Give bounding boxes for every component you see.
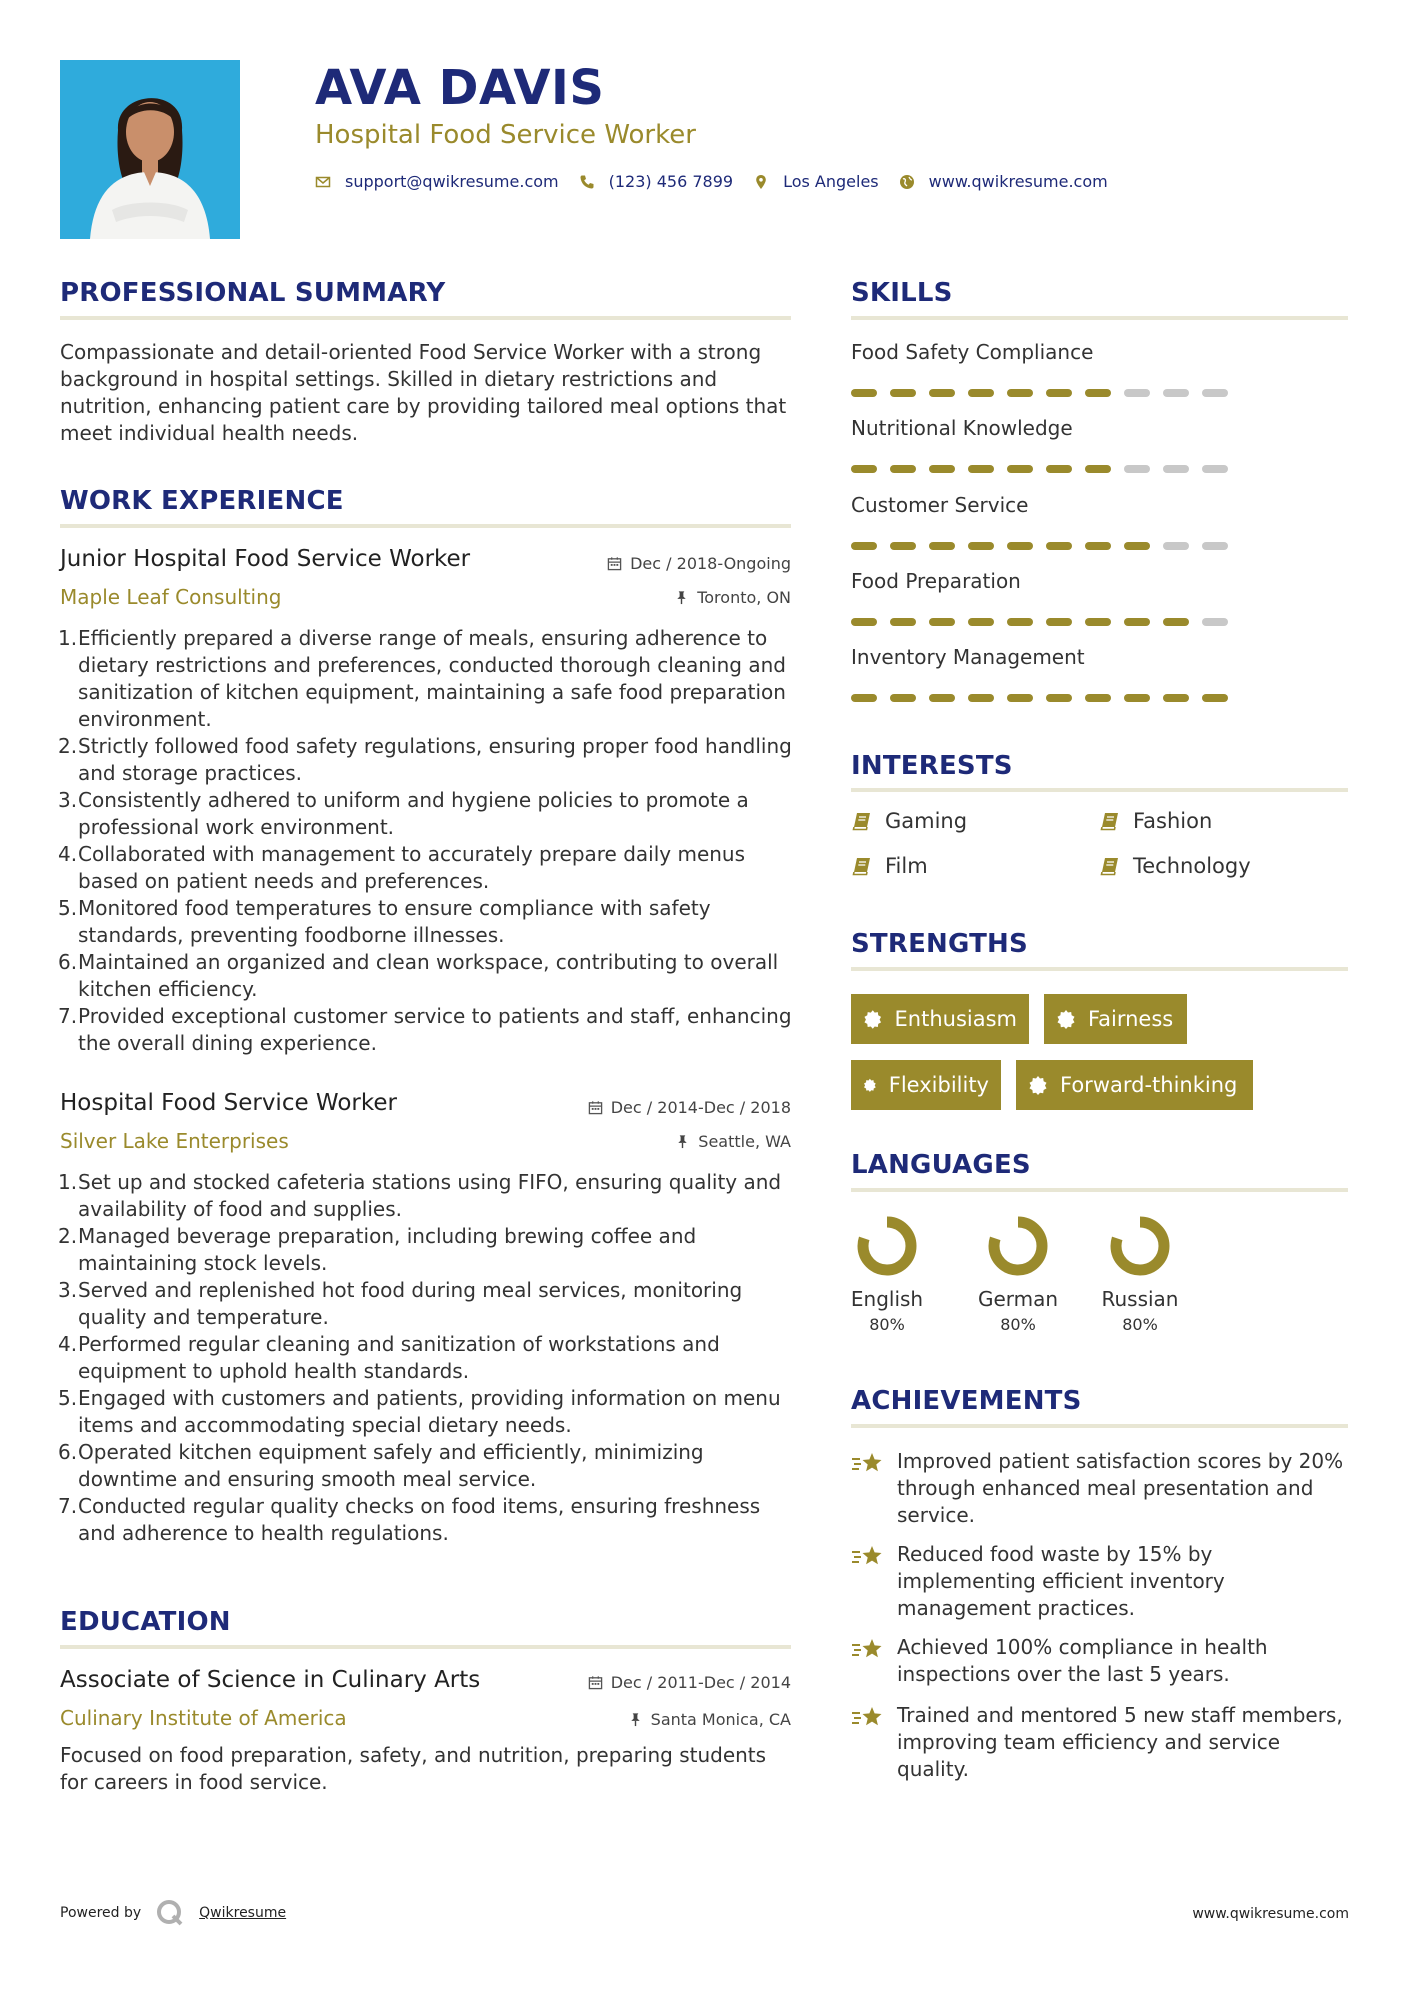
skill-dash-empty (1202, 465, 1228, 473)
skill-dash-filled (1202, 694, 1228, 702)
skill-dash-filled (968, 542, 994, 550)
contact-website[interactable] (899, 172, 1108, 191)
skill-dash-empty (1163, 465, 1189, 473)
book-icon (851, 810, 873, 832)
job-2-title: Hospital Food Service Worker (60, 1090, 397, 1116)
phone-icon (579, 174, 595, 190)
achievement-item: Trained and mentored 5 new staff members, improving team efficiency and service quality. (851, 1702, 1351, 1783)
skill-dash-empty (1124, 389, 1150, 397)
language-item (1085, 1215, 1195, 1334)
skill-dash-filled (1085, 618, 1111, 626)
skill-dash-filled (1007, 694, 1033, 702)
skill-dash-empty (1163, 389, 1189, 397)
candidate-role: Hospital Food Service Worker (315, 120, 696, 150)
map-pin-icon (753, 174, 769, 190)
list-item: 1. Set up and stocked cafeteria stations using FIFO, ensuring quality and availability of food and supplies. (58, 1170, 782, 1221)
list-item: 2. Strictly followed food safety regulations, ensuring proper food handling and storage practices. (58, 734, 792, 785)
languages-divider (851, 1188, 1348, 1192)
skill-dash-filled (890, 389, 916, 397)
strengths-heading: STRENGTHS (851, 929, 1028, 959)
book-icon (1099, 810, 1121, 832)
job-1-company: Maple Leaf Consulting (60, 585, 282, 609)
book-icon (851, 855, 873, 877)
job-1-location-text: Toronto, ON (697, 588, 791, 607)
skill-dash-filled (1085, 389, 1111, 397)
job-1-date-text: Dec / 2018-Ongoing (630, 554, 791, 573)
job-2-bullets (60, 1169, 795, 1547)
badge-icon (1028, 1075, 1048, 1095)
achievements-divider (851, 1424, 1348, 1428)
contact-email[interactable] (315, 172, 559, 191)
language-percent: 80% (1122, 1315, 1158, 1334)
skill-dash-filled (1124, 542, 1150, 550)
language-progress-arc (994, 1222, 1042, 1270)
list-item: 6. Maintained an organized and clean workspace, contributing to overall kitchen efficiency. (58, 950, 779, 1001)
skills-divider (851, 316, 1348, 320)
list-item: 5. Engaged with customers and patients, providing information on menu items and accommodating special dietary needs. (58, 1386, 781, 1437)
strength-chip: Enthusiasm (851, 994, 1029, 1044)
skill-name: Food Safety Compliance (851, 340, 1094, 364)
contact-location (753, 172, 879, 191)
pushpin-icon (674, 590, 689, 605)
skills-heading: SKILLS (851, 278, 953, 308)
language-percent: 80% (869, 1315, 905, 1334)
profile-photo-illustration (60, 60, 240, 239)
interests-divider (851, 788, 1348, 792)
skill-dash-filled (1124, 618, 1150, 626)
skill-dash-filled (1163, 694, 1189, 702)
job-2-date (588, 1098, 791, 1117)
list-item: 4. Performed regular cleaning and sanitization of workstations and equipment to uphold health standards. (58, 1332, 720, 1383)
job-1-location (674, 588, 791, 607)
skill-dash-filled (968, 618, 994, 626)
job-2-company: Silver Lake Enterprises (60, 1129, 289, 1153)
skill-dash-filled (1007, 465, 1033, 473)
shooting-star-icon (851, 1450, 885, 1478)
languages-heading: LANGUAGES (851, 1150, 1031, 1180)
language-percent: 80% (1000, 1315, 1036, 1334)
skill-dash-filled (1007, 542, 1033, 550)
job-1-date (607, 554, 791, 573)
skill-dash-filled (1085, 542, 1111, 550)
calendar-icon (588, 1100, 603, 1115)
interest-item: Gaming (851, 809, 967, 833)
education-school: Culinary Institute of America (60, 1706, 347, 1730)
book-icon (1099, 855, 1121, 877)
summary-heading: PROFESSIONAL SUMMARY (60, 278, 446, 308)
skill-dash-empty (1202, 389, 1228, 397)
skill-dash-filled (851, 389, 877, 397)
language-donut (856, 1215, 918, 1277)
skill-dash-filled (968, 389, 994, 397)
brand-link[interactable]: Qwikresume (199, 1905, 287, 1921)
education-location-text: Santa Monica, CA (650, 1710, 791, 1729)
language-item (963, 1215, 1073, 1334)
job-2-location-text: Seattle, WA (698, 1132, 791, 1151)
job-1-title: Junior Hospital Food Service Worker (60, 546, 471, 572)
achievements-heading: ACHIEVEMENTS (851, 1386, 1082, 1416)
language-name: English (850, 1287, 924, 1311)
pushpin-icon (675, 1134, 690, 1149)
skill-dash-filled (1046, 389, 1072, 397)
education-divider (60, 1645, 791, 1649)
education-date (588, 1673, 791, 1692)
powered-by-label: Powered by (60, 1905, 142, 1921)
list-item: 3. Served and replenished hot food during meal services, monitoring quality and temperature. (58, 1278, 743, 1329)
job-2-location (675, 1132, 791, 1151)
shooting-star-icon (851, 1704, 885, 1732)
education-date-text: Dec / 2011-Dec / 2014 (610, 1673, 791, 1692)
footer-powered-by (60, 1898, 286, 1928)
summary-text: Compassionate and detail-oriented Food Service Worker with a strong background in hospital settings. Skilled in dietary restrictions and nutrition, enhancing patient care by providing tailored meal options that meet individual health needs. (60, 340, 787, 445)
list-item: 4. Collaborated with management to accurately prepare daily menus based on patient needs and preferences. (58, 842, 746, 893)
list-item: 1. Efficiently prepared a diverse range of meals, ensuring adherence to dietary restrictions and preferences, conducted thorough cleaning and sanitization of kitchen equipment, maintaining a safe food preparation environment. (58, 626, 786, 731)
language-progress-arc (863, 1222, 911, 1270)
interest-item: Technology (1099, 854, 1251, 878)
skill-name: Nutritional Knowledge (851, 416, 1073, 440)
skill-dash-filled (851, 542, 877, 550)
skill-dash-filled (968, 465, 994, 473)
list-item: 7. Provided exceptional customer service to patients and staff, enhancing the overall dining experience. (58, 1004, 792, 1055)
skill-dash-empty (1202, 618, 1228, 626)
interest-item: Fashion (1099, 809, 1212, 833)
language-donut (987, 1215, 1049, 1277)
skill-dash-filled (929, 618, 955, 626)
skill-dash-filled (1046, 465, 1072, 473)
interest-item: Film (851, 854, 928, 878)
skill-dash-filled (851, 694, 877, 702)
list-item: 3. Consistently adhered to uniform and hygiene policies to promote a professional work environment. (58, 788, 749, 839)
skill-dash-filled (1163, 618, 1189, 626)
website-text: www.qwikresume.com (928, 172, 1108, 191)
education-description: Focused on food preparation, safety, and nutrition, preparing students for careers in food service. (60, 1743, 767, 1794)
achievement-item: Reduced food waste by 15% by implementing efficient inventory management practices. (851, 1541, 1351, 1622)
skill-dash-filled (1085, 465, 1111, 473)
skill-dash-filled (1007, 618, 1033, 626)
calendar-icon (588, 1675, 603, 1690)
shooting-star-icon (851, 1543, 885, 1571)
location-text: Los Angeles (783, 172, 879, 191)
strength-chip: Forward-thinking (1016, 1060, 1253, 1110)
interests-heading: INTERESTS (851, 751, 1013, 781)
list-item: 2. Managed beverage preparation, including brewing coffee and maintaining stock levels. (58, 1224, 697, 1275)
badge-icon (1056, 1009, 1076, 1029)
skill-dash-filled (929, 465, 955, 473)
skill-dash-filled (851, 465, 877, 473)
badge-icon (863, 1075, 877, 1095)
contact-phone[interactable] (579, 172, 733, 191)
education-degree: Associate of Science in Culinary Arts (60, 1667, 481, 1693)
language-progress-arc (1116, 1222, 1164, 1270)
strength-chip: Fairness (1044, 994, 1187, 1044)
skill-dash-filled (1085, 694, 1111, 702)
profile-photo (60, 60, 240, 239)
job-1-bullets (60, 625, 795, 1057)
skill-dash-filled (929, 542, 955, 550)
skill-dash-filled (890, 542, 916, 550)
work-divider (60, 524, 791, 528)
skill-name: Inventory Management (851, 645, 1085, 669)
skill-dash-filled (1046, 618, 1072, 626)
pushpin-icon (628, 1712, 643, 1727)
language-donut (1109, 1215, 1171, 1277)
language-name: German (977, 1287, 1059, 1311)
strength-chip: Flexibility (851, 1060, 1001, 1110)
skill-dash-filled (851, 618, 877, 626)
contact-bar (315, 172, 1128, 191)
skill-dash-empty (1124, 465, 1150, 473)
education-location (628, 1710, 791, 1729)
shooting-star-icon (851, 1636, 885, 1664)
education-heading: EDUCATION (60, 1607, 231, 1637)
globe-icon (899, 174, 915, 190)
skill-dash-filled (929, 694, 955, 702)
achievement-item: Achieved 100% compliance in health inspections over the last 5 years. (851, 1634, 1351, 1688)
skill-dash-filled (968, 694, 994, 702)
skill-dash-empty (1202, 542, 1228, 550)
qwikresume-logo-icon (155, 1898, 185, 1928)
list-item: 7. Conducted regular quality checks on food items, ensuring freshness and adherence to health regulations. (58, 1494, 761, 1545)
achievement-item: Improved patient satisfaction scores by 20% through enhanced meal presentation and service. (851, 1448, 1351, 1529)
list-item: 6. Operated kitchen equipment safely and efficiently, minimizing downtime and ensuring smooth meal service. (58, 1440, 704, 1491)
job-2-date-text: Dec / 2014-Dec / 2018 (610, 1098, 791, 1117)
email-text: support@qwikresume.com (345, 172, 559, 191)
envelope-icon (315, 174, 331, 190)
calendar-icon (607, 556, 622, 571)
language-name: Russian (1101, 1287, 1179, 1311)
list-item: 5. Monitored food temperatures to ensure compliance with safety standards, preventing foodborne illnesses. (58, 896, 711, 947)
skill-dash-filled (890, 618, 916, 626)
candidate-name: AVA DAVIS (315, 60, 605, 116)
skill-dash-filled (1046, 694, 1072, 702)
summary-divider (60, 316, 791, 320)
badge-icon (863, 1009, 883, 1029)
strengths-divider (851, 967, 1348, 971)
footer-website[interactable]: www.qwikresume.com (1192, 1906, 1349, 1922)
skill-dash-filled (1007, 389, 1033, 397)
phone-text: (123) 456 7899 (608, 172, 734, 191)
skill-dash-filled (890, 465, 916, 473)
work-heading: WORK EXPERIENCE (60, 486, 344, 516)
skill-dash-filled (890, 694, 916, 702)
skill-name: Food Preparation (851, 569, 1021, 593)
skill-dash-filled (1046, 542, 1072, 550)
skill-name: Customer Service (851, 493, 1029, 517)
skill-dash-empty (1163, 542, 1189, 550)
language-item (832, 1215, 942, 1334)
skill-dash-filled (929, 389, 955, 397)
skill-dash-filled (1124, 694, 1150, 702)
